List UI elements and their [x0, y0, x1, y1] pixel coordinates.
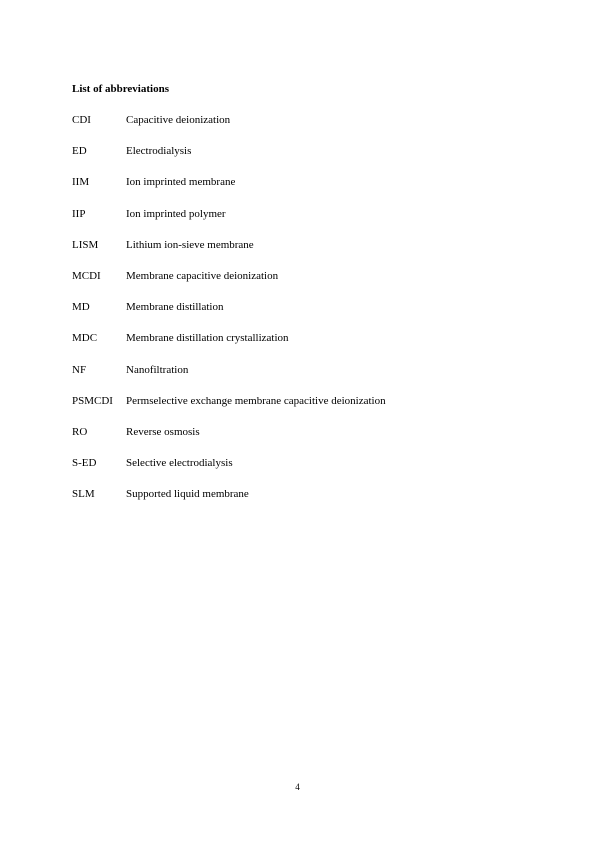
- abbreviation-definition: Lithium ion-sieve membrane: [126, 238, 254, 251]
- abbreviation-term: S-ED: [72, 457, 97, 470]
- abbreviation-definition: Nanofiltration: [126, 363, 189, 376]
- abbreviation-term: MD: [72, 301, 90, 314]
- abbreviation-definition: Supported liquid membrane: [126, 488, 249, 501]
- abbreviation-term: MCDI: [72, 269, 101, 282]
- abbreviation-definition: Reverse osmosis: [126, 425, 200, 438]
- abbreviation-row: [72, 300, 532, 331]
- abbreviation-row: [72, 269, 532, 300]
- section-heading: List of abbreviations: [72, 83, 169, 95]
- abbreviation-term: LISM: [72, 238, 99, 251]
- abbreviation-definition: Capacitive deionization: [126, 114, 231, 126]
- abbreviation-row: [72, 331, 532, 362]
- abbreviation-row: [72, 363, 532, 394]
- abbreviation-definition: Electrodialysis: [126, 145, 192, 158]
- abbreviation-row: [72, 394, 532, 425]
- abbreviation-term: MDC: [72, 332, 98, 345]
- abbreviation-definition: Membrane distillation crystallization: [126, 332, 289, 345]
- abbreviation-definition: Membrane capacitive deionization: [126, 269, 279, 282]
- abbreviation-term: SLM: [72, 488, 95, 501]
- page-number: 4: [295, 782, 300, 792]
- abbreviation-row: [72, 487, 532, 518]
- abbreviation-row: [72, 113, 532, 144]
- abbreviation-definition: Ion imprinted polymer: [126, 207, 226, 220]
- abbreviation-row: [72, 207, 532, 238]
- abbreviation-definition: Selective electrodialysis: [126, 457, 233, 470]
- abbreviation-term: PSMCDI: [72, 394, 113, 407]
- abbreviation-list: [72, 113, 532, 518]
- abbreviation-row: [72, 425, 532, 456]
- abbreviation-row: [72, 175, 532, 206]
- abbreviation-term: ED: [72, 145, 87, 158]
- abbreviation-definition: Permselective exchange membrane capacitive deionization: [126, 394, 386, 407]
- abbreviation-term: RO: [72, 425, 88, 438]
- abbreviation-row: [72, 144, 532, 175]
- abbreviation-term: IIP: [72, 207, 86, 220]
- abbreviation-definition: Membrane distillation: [126, 301, 224, 314]
- abbreviation-term: NF: [72, 363, 87, 376]
- abbreviation-definition: Ion imprinted membrane: [126, 176, 236, 189]
- abbreviation-row: [72, 456, 532, 487]
- abbreviation-term: CDI: [72, 114, 91, 126]
- abbreviation-term: IIM: [72, 176, 90, 189]
- abbreviation-row: [72, 238, 532, 269]
